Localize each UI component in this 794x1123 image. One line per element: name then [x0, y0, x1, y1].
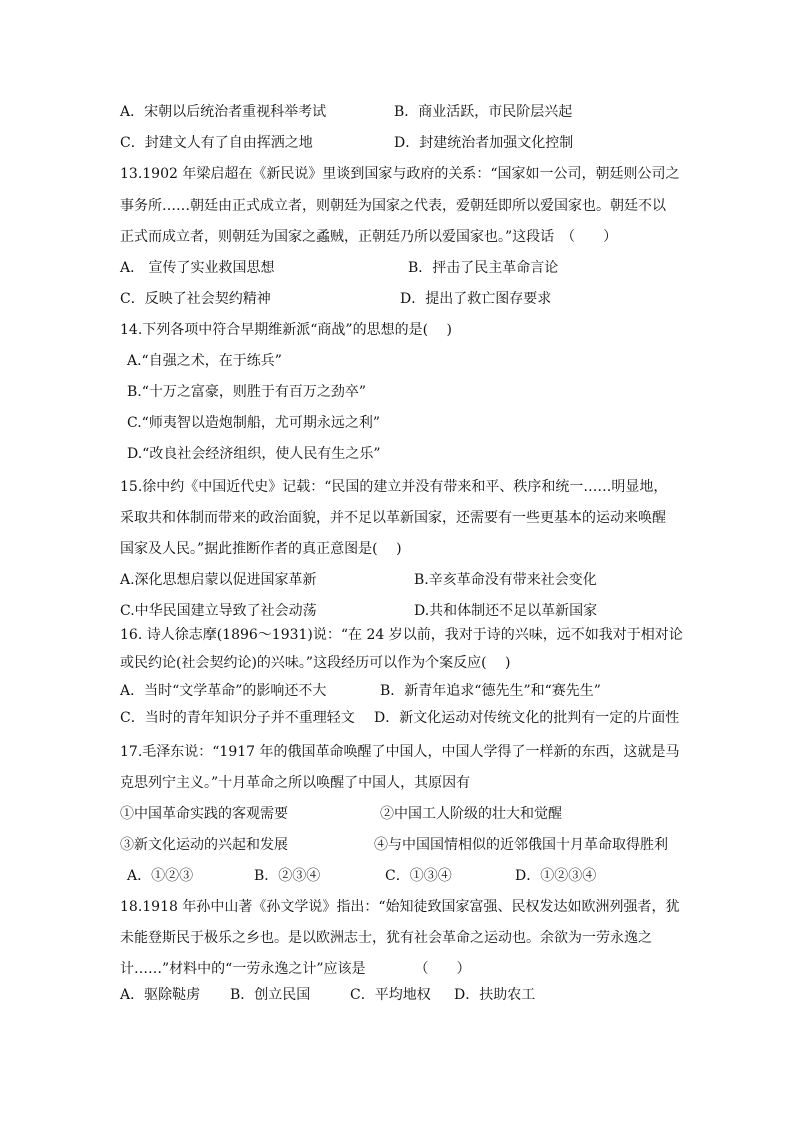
q12-option-a: A．宋朝以后统治者重视科举考试 — [120, 104, 327, 120]
q15-option-a: A.深化思想启蒙以促进国家革新 — [120, 572, 317, 588]
q17-option-c: C．①③④ — [385, 868, 452, 884]
q18-stem-line: 未能登斯民于极乐之乡也。是以欧洲志士，犹有社会革命之运动也。余欲为一劳永逸之 — [120, 930, 652, 946]
q12-option-d: D．封建统治者加强文化控制 — [394, 135, 574, 151]
q17-option-a: A．①②③ — [127, 868, 194, 884]
q15-option-b: B.辛亥革命没有带来社会变化 — [414, 572, 597, 588]
q13-option-a: A． 宣传了实业救国思想 — [120, 260, 275, 276]
q14-option-b: B.“十万之富豪，则胜于有百万之劲卒” — [127, 384, 367, 400]
q17-option-b: B．②③④ — [254, 868, 321, 884]
q14-option-d: D.“改良社会经济组织，使人民有生之乐” — [127, 446, 381, 462]
q14-stem: 14.下列各项中符合早期维新派“商战”的思想的是( ) — [120, 322, 452, 338]
q17-option-d: D．①②③④ — [515, 868, 597, 884]
q16-option-b: B．新青年追求“德先生”和“赛先生” — [380, 683, 601, 699]
q16-stem-line: 或民约论(社会契约论)的兴味。”这段经历可以作为个案反应( ) — [120, 655, 511, 671]
q12-option-b: B．商业活跃，市民阶层兴起 — [394, 104, 573, 120]
q13-option-b: B．抨击了民主革命言论 — [408, 260, 559, 276]
q13-option-c: C．反映了社会契约精神 — [120, 291, 271, 307]
q13-stem-line: 13.1902 年梁启超在《新民说》里谈到国家与政府的关系：“国家如一公司，朝廷则公司之 — [120, 166, 680, 182]
q18-option-d: D．扶助农工 — [454, 987, 536, 1003]
q18-option-a: A．驱除鞑虏 — [120, 987, 201, 1003]
q14-option-c: C.“师夷智以造炮制船，尤可期永远之利” — [127, 415, 380, 431]
q18-option-b: B．创立民国 — [230, 987, 311, 1003]
q18-option-c: C．平均地权 — [350, 987, 431, 1003]
q17-item-4: ④与中国国情相似的近邻俄国十月革命取得胜利 — [374, 837, 668, 853]
q13-stem-line: 正式而成立者，则朝廷为国家之蟊贼，正朝廷乃所以爱国家也。”这段话 （ ） — [120, 229, 618, 245]
q15-stem-line: 采取共和体制而带来的政治面貌，并不足以革新国家，还需要有一些更基本的运动来唤醒 — [120, 510, 666, 526]
q16-option-a: A．当时“文学革命”的影响还不大 — [120, 683, 327, 699]
q17-stem-line: 克思列宁主义。”十月革命之所以唤醒了中国人，其原因有 — [120, 775, 471, 791]
q18-stem-line: 计……”材料中的“一劳永逸之计”应该是 （ ） — [120, 961, 471, 977]
q15-stem-line: 国家及人民。”据此推断作者的真正意图是( ) — [120, 541, 402, 557]
q16-option-c: C．当时的青年知识分子并不重理轻文 — [120, 710, 355, 726]
q15-option-d: D.共和体制还不足以革新国家 — [414, 603, 598, 619]
q17-item-1: ①中国革命实践的客观需要 — [120, 806, 288, 822]
q13-option-d: D．提出了救亡图存要求 — [400, 291, 552, 307]
q14-option-a: A.“自强之术，在于练兵” — [127, 353, 282, 369]
q16-option-d: D．新文化运动对传统文化的批判有一定的片面性 — [374, 710, 680, 726]
q13-stem-line: 事务所……朝廷由正式成立者，则朝廷为国家之代表，爱朝廷即所以爱国家也。朝廷不以 — [120, 198, 666, 214]
q17-item-3: ③新文化运动的兴起和发展 — [120, 837, 288, 853]
q18-stem-line: 18.1918 年孙中山著《孙文学说》指出：“始知徒致国家富强、民权发达如欧洲列强者，犹 — [120, 899, 680, 915]
q15-stem-line: 15.徐中约《中国近代史》记载：“民国的建立并没有带来和平、秩序和统一……明显地， — [120, 479, 668, 495]
q16-stem-line: 16. 诗人徐志摩(1896～1931)说：“在 24 岁以前，我对于诗的兴味，远不如我对于相对论 — [120, 627, 683, 643]
q17-stem-line: 17.毛泽东说：“1917 年的俄国革命唤醒了中国人，中国人学得了一样新的东西，这就是马 — [120, 744, 680, 760]
q12-option-c: C．封建文人有了自由挥洒之地 — [120, 135, 313, 151]
q17-item-2: ②中国工人阶级的壮大和觉醒 — [380, 806, 562, 822]
q15-option-c: C.中华民国建立导致了社会动荡 — [120, 603, 317, 619]
